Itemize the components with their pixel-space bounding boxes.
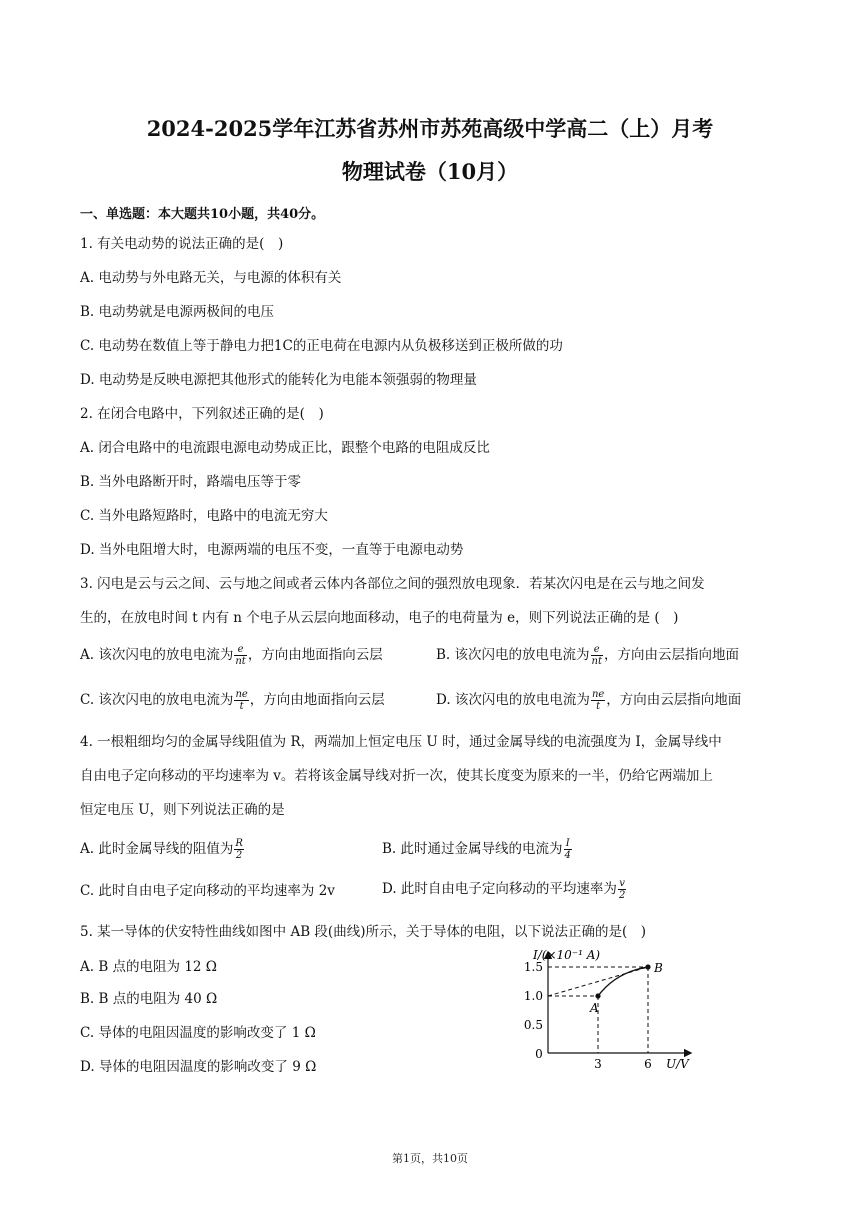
q3-option-a: A. 该次闪电的放电电流为 $\frac{e}{nt}$ ，方向由地面指向云层 — [80, 644, 383, 667]
q1-option-c: C. 电动势在数值上等于静电力把1C的正电荷在电源内从负极移送到正极所做的功 — [80, 338, 563, 354]
origin-label: 0 — [535, 1047, 543, 1061]
x-tick-label: 3 — [594, 1057, 602, 1071]
q3-option-b: B. 该次闪电的放电电流为 $\frac{e}{nt}$ ，方向由云层指向地面 — [436, 644, 739, 667]
x-tick-label: 6 — [644, 1057, 652, 1071]
title-line-1: 2024-2025学年江苏省苏州市苏苑高级中学高二（上）月考 — [146, 116, 714, 141]
q4-option-a: A. 此时金属导线的阻值为 $\frac{R}{2}$ — [80, 838, 243, 861]
q2-stem: 2. 在闭合电路中，下列叙述正确的是( ) — [80, 406, 324, 422]
fraction: $\frac{I}{4}$ — [564, 838, 571, 861]
q5-option-c: C. 导体的电阻因温度的影响改变了 1 Ω — [80, 1025, 316, 1041]
q4-stem-line-2: 自由电子定向移动的平均速率为 v。若将该金属导线对折一次，使其长度变为原来的一半，仍给它两端加上 — [80, 768, 713, 784]
q1-option-b: B. 电动势就是电源两极间的电压 — [80, 304, 275, 320]
q2-option-a: A. 闭合电路中的电流跟电源电动势成正比，跟整个电路的电阻成反比 — [80, 440, 490, 456]
fraction: $\frac{v}{2}$ — [618, 878, 626, 901]
fraction: $\frac{e}{nt}$ — [235, 644, 246, 667]
q2-option-b: B. 当外电路断开时，路端电压等于零 — [80, 474, 302, 490]
fraction: $\frac{ne}{t}$ — [591, 689, 605, 712]
page-footer: 第1页，共10页 — [392, 1152, 468, 1165]
q4-option-b: B. 此时通过金属导线的电流为 $\frac{I}{4}$ — [382, 838, 571, 861]
fraction: $\frac{ne}{t}$ — [235, 689, 248, 712]
q5-stem: 5. 某一导体的伏安特性曲线如图中 AB 段(曲线)所示，关于导体的电阻，以下说法正确的是( ) — [80, 924, 646, 940]
point-a-label: A — [590, 1001, 599, 1015]
curve-ab — [598, 967, 648, 996]
point-a — [595, 993, 600, 998]
y-axis-label: I/(×10⁻¹ A) — [533, 948, 601, 962]
point-b-label: B — [654, 961, 663, 975]
section-heading: 一、单选题：本大题共10小题，共40分。 — [80, 207, 325, 222]
title-line-2: 物理试卷（10月） — [341, 159, 519, 184]
point-b — [645, 964, 650, 969]
q5-option-b: B. B 点的电阻为 40 Ω — [80, 991, 218, 1007]
q2-option-c: C. 当外电路短路时，电路中的电流无穷大 — [80, 508, 328, 524]
iu-characteristic-graph — [520, 940, 710, 1080]
q5-option-d: D. 导体的电阻因温度的影响改变了 9 Ω — [80, 1059, 317, 1075]
q1-option-d: D. 电动势是反映电源把其他形式的能转化为电能本领强弱的物理量 — [80, 372, 477, 388]
q3-stem-line-1: 3. 闪电是云与云之间、云与地之间或者云体内各部位之间的强烈放电现象．若某次闪电是在云与地之间发 — [80, 576, 705, 592]
y-tick-label: 1.5 — [523, 960, 543, 974]
q1-option-a: A. 电动势与外电路无关，与电源的体积有关 — [80, 270, 342, 286]
q1-stem: 1. 有关电动势的说法正确的是( ) — [80, 236, 284, 252]
y-tick-label: 0.5 — [523, 1018, 543, 1032]
q3-stem-line-2: 生的，在放电时间 t 内有 n 个电子从云层向地面移动，电子的电荷量为 e，则下列说法正确的是 ( ) — [80, 610, 679, 626]
q4-stem-line-3: 恒定电压 U，则下列说法正确的是 — [80, 802, 285, 818]
q4-option-d: D. 此时自由电子定向移动的平均速率为 $\frac{v}{2}$ — [382, 878, 626, 901]
q3-option-d: D. 该次闪电的放电电流为 $\frac{ne}{t}$ ，方向由云层指向地面 — [436, 689, 742, 712]
q4-stem-line-1: 4. 一根粗细均匀的金属导线阻值为 R，两端加上恒定电压 U 时，通过金属导线的电流强度为 I，金属导线中 — [80, 734, 722, 750]
q3-option-c: C. 该次闪电的放电电流为 $\frac{ne}{t}$ ，方向由地面指向云层 — [80, 689, 385, 712]
fraction: $\frac{R}{2}$ — [235, 838, 243, 861]
q4-option-c: C. 此时自由电子定向移动的平均速率为 2v — [80, 883, 335, 899]
x-axis-label: U/V — [666, 1057, 689, 1071]
q2-option-d: D. 当外电阻增大时，电源两端的电压不变，一直等于电源电动势 — [80, 542, 464, 558]
y-tick-label: 1.0 — [523, 989, 543, 1003]
q5-option-a: A. B 点的电阻为 12 Ω — [80, 959, 217, 975]
fraction: $\frac{e}{nt}$ — [591, 644, 602, 667]
